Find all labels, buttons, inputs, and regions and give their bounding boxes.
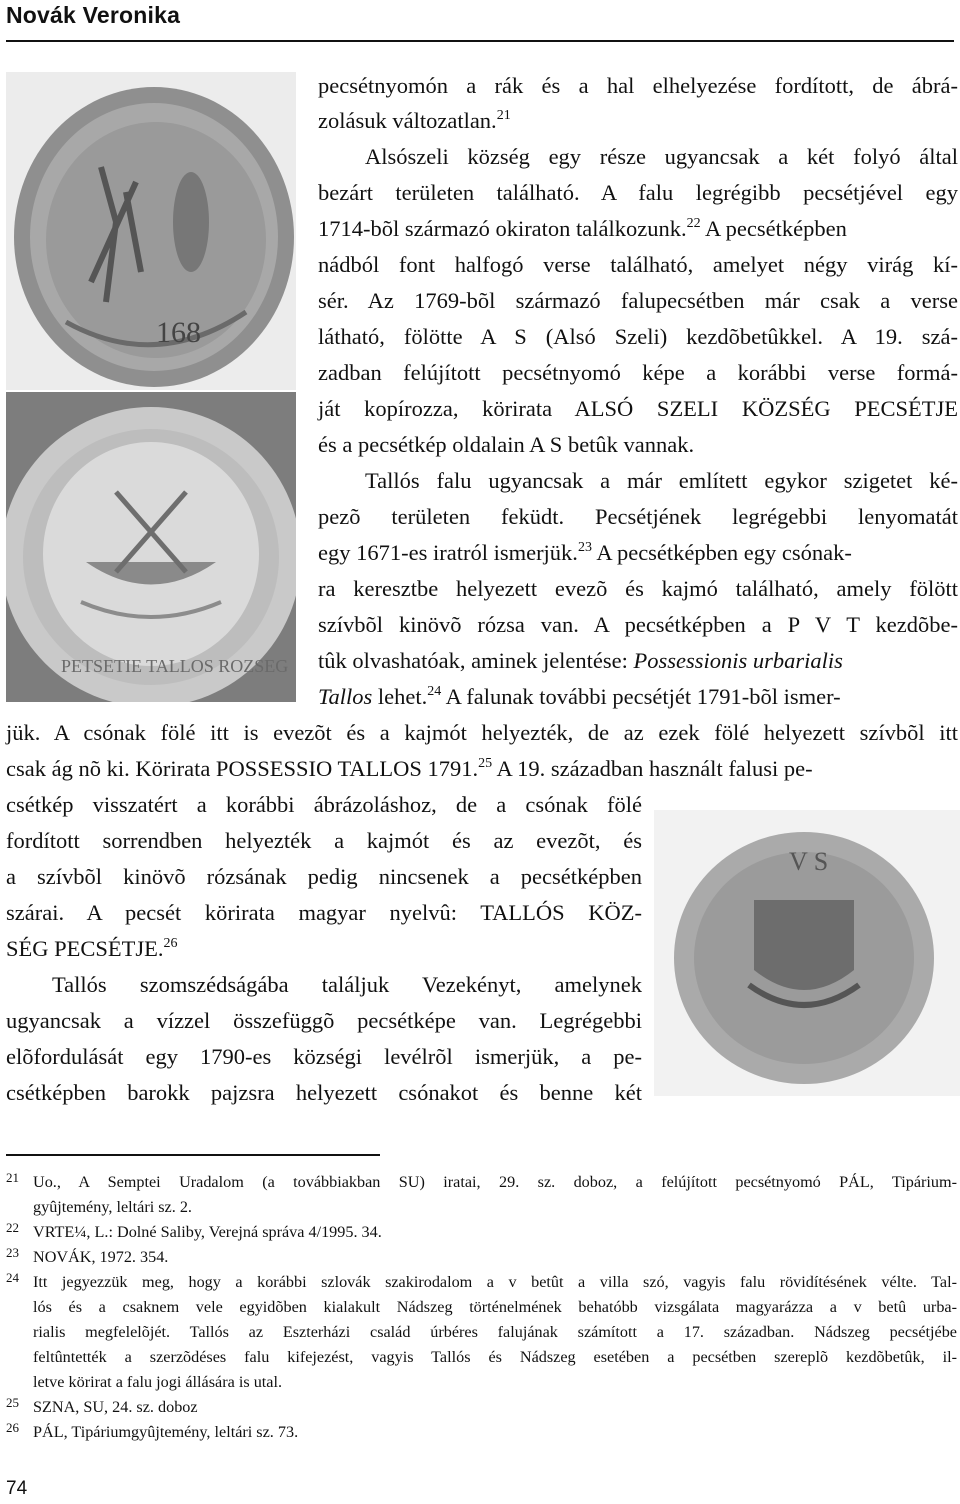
latin-word-tallos: Tallos bbox=[318, 684, 373, 709]
body-line-13: pezõ területen feküdt. Pecsétjének legrégebbi lenyomatát bbox=[318, 504, 958, 529]
seal-image-vezekeny bbox=[654, 810, 960, 1096]
body-line-19: jük. A csónak fölé itt is evezõt és a kajmót helyezték, de az ezek fölé helyezett szívbõl itt bbox=[6, 720, 958, 745]
footnote-ref-24: 24 bbox=[427, 684, 442, 699]
body-line-3: Alsószeli község egy része ugyancsak a két folyó által bbox=[365, 144, 958, 169]
footnote-25-line-1: SZNA, SU, 24. sz. doboz bbox=[33, 1398, 198, 1416]
body-line-22: fordított sorrendben helyezték a kajmót és az evezõt, és bbox=[6, 828, 642, 853]
body-line-4: bezárt területen található. A falu legrégibb pecsétjével egy bbox=[318, 180, 958, 205]
footnote-26-line-1: PÁL, Tipáriumgyûjtemény, leltári sz. 73. bbox=[33, 1423, 299, 1441]
body-line-14: egy 1671-es iratról ismerjük.$^{23}$ A pecsétképben egy csónak- bbox=[318, 540, 852, 565]
body-line-26: Tallós szomszédságába találjuk Vezekényt, amelynek bbox=[52, 972, 642, 997]
body-line-28: elõfordulását egy 1790-es községi levélrõl ismerjük, a pe- bbox=[6, 1044, 642, 1069]
body-line-6: nádból font halfogó verse található, amelyet négy virág kí- bbox=[318, 252, 958, 277]
seal-image-tallos bbox=[6, 392, 296, 702]
body-line-27: ugyancsak a vízzel összefüggõ pecsétképe van. Legrégebbi bbox=[6, 1008, 642, 1033]
footnote-24-line-1: Itt jegyezzük meg, hogy a korábbi szlovák szakirodalom a v betût a villa szó, vagyis falu rövidítésének vélte. Tal- bbox=[33, 1273, 957, 1291]
body-line-25: SÉG PECSÉTJE.$^{26}$ bbox=[6, 936, 178, 961]
footnote-ref-25: 25 bbox=[478, 756, 493, 771]
footnote-21-line-1: Uo., A Semptei Uradalom (a továbbiakban SU) iratai, 29. sz. doboz, a felújított pecsétnyomó PÁL, Tipárium- bbox=[33, 1173, 957, 1191]
body-line-16: szívbõl kinövõ rózsa van. A pecsétképben a P V T kezdõbe- bbox=[318, 612, 958, 637]
body-line-5: 1714-bõl származó okiraton találkozunk.$^{22}$ A pecsétképben bbox=[318, 216, 847, 241]
footnote-24-line-5: letve körirat a falu jogi állására is utal. bbox=[33, 1373, 283, 1391]
seal-image-alsoszeli bbox=[6, 72, 296, 390]
running-header bbox=[6, 0, 954, 42]
footnote-24-line-2: lós és a csaknem vele egyidõben kialakult Nádszeg történelmének behatóbb vizsgálata magyarázza a v betû urba- bbox=[33, 1298, 957, 1316]
footnote-ref-21: 21 bbox=[496, 108, 511, 123]
body-line-8: látható, fölötte A S (Alsó Szeli) kezdõbetûkkel. A 19. szá- bbox=[318, 324, 958, 349]
author-name: Novák Veronika bbox=[6, 2, 181, 28]
body-line-29: csétképben barokk pajzsra helyezett csónakot és benne két bbox=[6, 1080, 642, 1105]
footnote-24-line-4: feltûntették a szerzõdéses falu kifejezést, vagyis Tallós és Nádszeg esetében a pecsétben szereplõ kezdõbetûk, il- bbox=[33, 1348, 957, 1366]
body-line-20: csak ág nõ ki. Körirata POSSESSIO TALLOS 1791.25 A 19. században használt falusi pe- bbox=[6, 756, 813, 781]
body-line-15: ra keresztbe helyezett evezõ és kajmó található, amely fölött bbox=[318, 576, 958, 601]
body-line-7: sér. Az 1769-bõl származó falupecsétben már csak a verse bbox=[318, 288, 958, 313]
latin-phrase: Possessionis urbarialis bbox=[633, 648, 843, 673]
body-line-17: tûk olvashatóak, aminek jelentése: Possessionis urbarialis bbox=[318, 648, 843, 673]
body-line-23: a szívbõl kinövõ rózsának pedig nincsenek a pecsétképben bbox=[6, 864, 642, 889]
seal3-legend: V S bbox=[789, 847, 829, 876]
footnote-ref-22: 22 bbox=[686, 216, 701, 231]
footnote-separator bbox=[6, 1154, 380, 1156]
footnote-number-25: 25 bbox=[6, 1395, 19, 1410]
body-line-12: Tallós falu ugyancsak a már említett egykor szigetet ké- bbox=[365, 468, 958, 493]
footnote-22-line-1: VRTE¼, L.: Dolné Saliby, Verejná správa 4/1995. 34. bbox=[33, 1223, 382, 1241]
body-line-2: zolásuk változatlan.$^{21}$ bbox=[318, 108, 511, 133]
seal2-legend: PETSETIE TALLOS ROZSEG bbox=[61, 656, 289, 676]
body-line-9: zadban felújított pecsétnyomó képe a korábbi verse formá- bbox=[318, 360, 958, 385]
body-line-24: szárai. A pecsét körirata magyar nyelvû: TALLÓS KÖZ- bbox=[6, 900, 642, 925]
body-line-11: és a pecsétkép oldalain A S betûk vannak. bbox=[318, 432, 695, 457]
footnote-21-line-2: gyûjtemény, leltári sz. 2. bbox=[33, 1198, 192, 1216]
page-number: 74 bbox=[6, 1478, 28, 1499]
seal1-date: 168 bbox=[156, 316, 201, 349]
footnote-ref-26: 26 bbox=[163, 936, 178, 951]
footnote-number-21: 21 bbox=[6, 1170, 19, 1185]
footnote-24-line-3: rialis megfelelõjét. Tallós az Eszterházi család úrbéres falujának számított a 17. században. Nádszeg pecsétjébe bbox=[33, 1323, 957, 1341]
footnote-number-24: 24 bbox=[6, 1270, 19, 1285]
body-line-21: csétkép visszatért a korábbi ábrázoláshoz, de a csónak fölé bbox=[6, 792, 642, 817]
footnote-number-22: 22 bbox=[6, 1220, 19, 1235]
footnote-23-line-1: NOVÁK, 1972. 354. bbox=[33, 1248, 169, 1266]
body-line-10: ját kopírozza, körirata ALSÓ SZELI KÖZSÉG PECSÉTJE bbox=[318, 396, 958, 421]
footnote-number-26: 26 bbox=[6, 1420, 19, 1435]
footnote-number-23: 23 bbox=[6, 1245, 19, 1260]
body-line-18: Tallos lehet.$^{24}$ A falunak további pecsétjét 1791-bõl ismer- bbox=[318, 684, 841, 709]
footnote-ref-23: 23 bbox=[577, 540, 592, 555]
body-line-1: pecsétnyomón a rák és a hal elhelyezése fordított, de ábrá- bbox=[318, 73, 958, 98]
